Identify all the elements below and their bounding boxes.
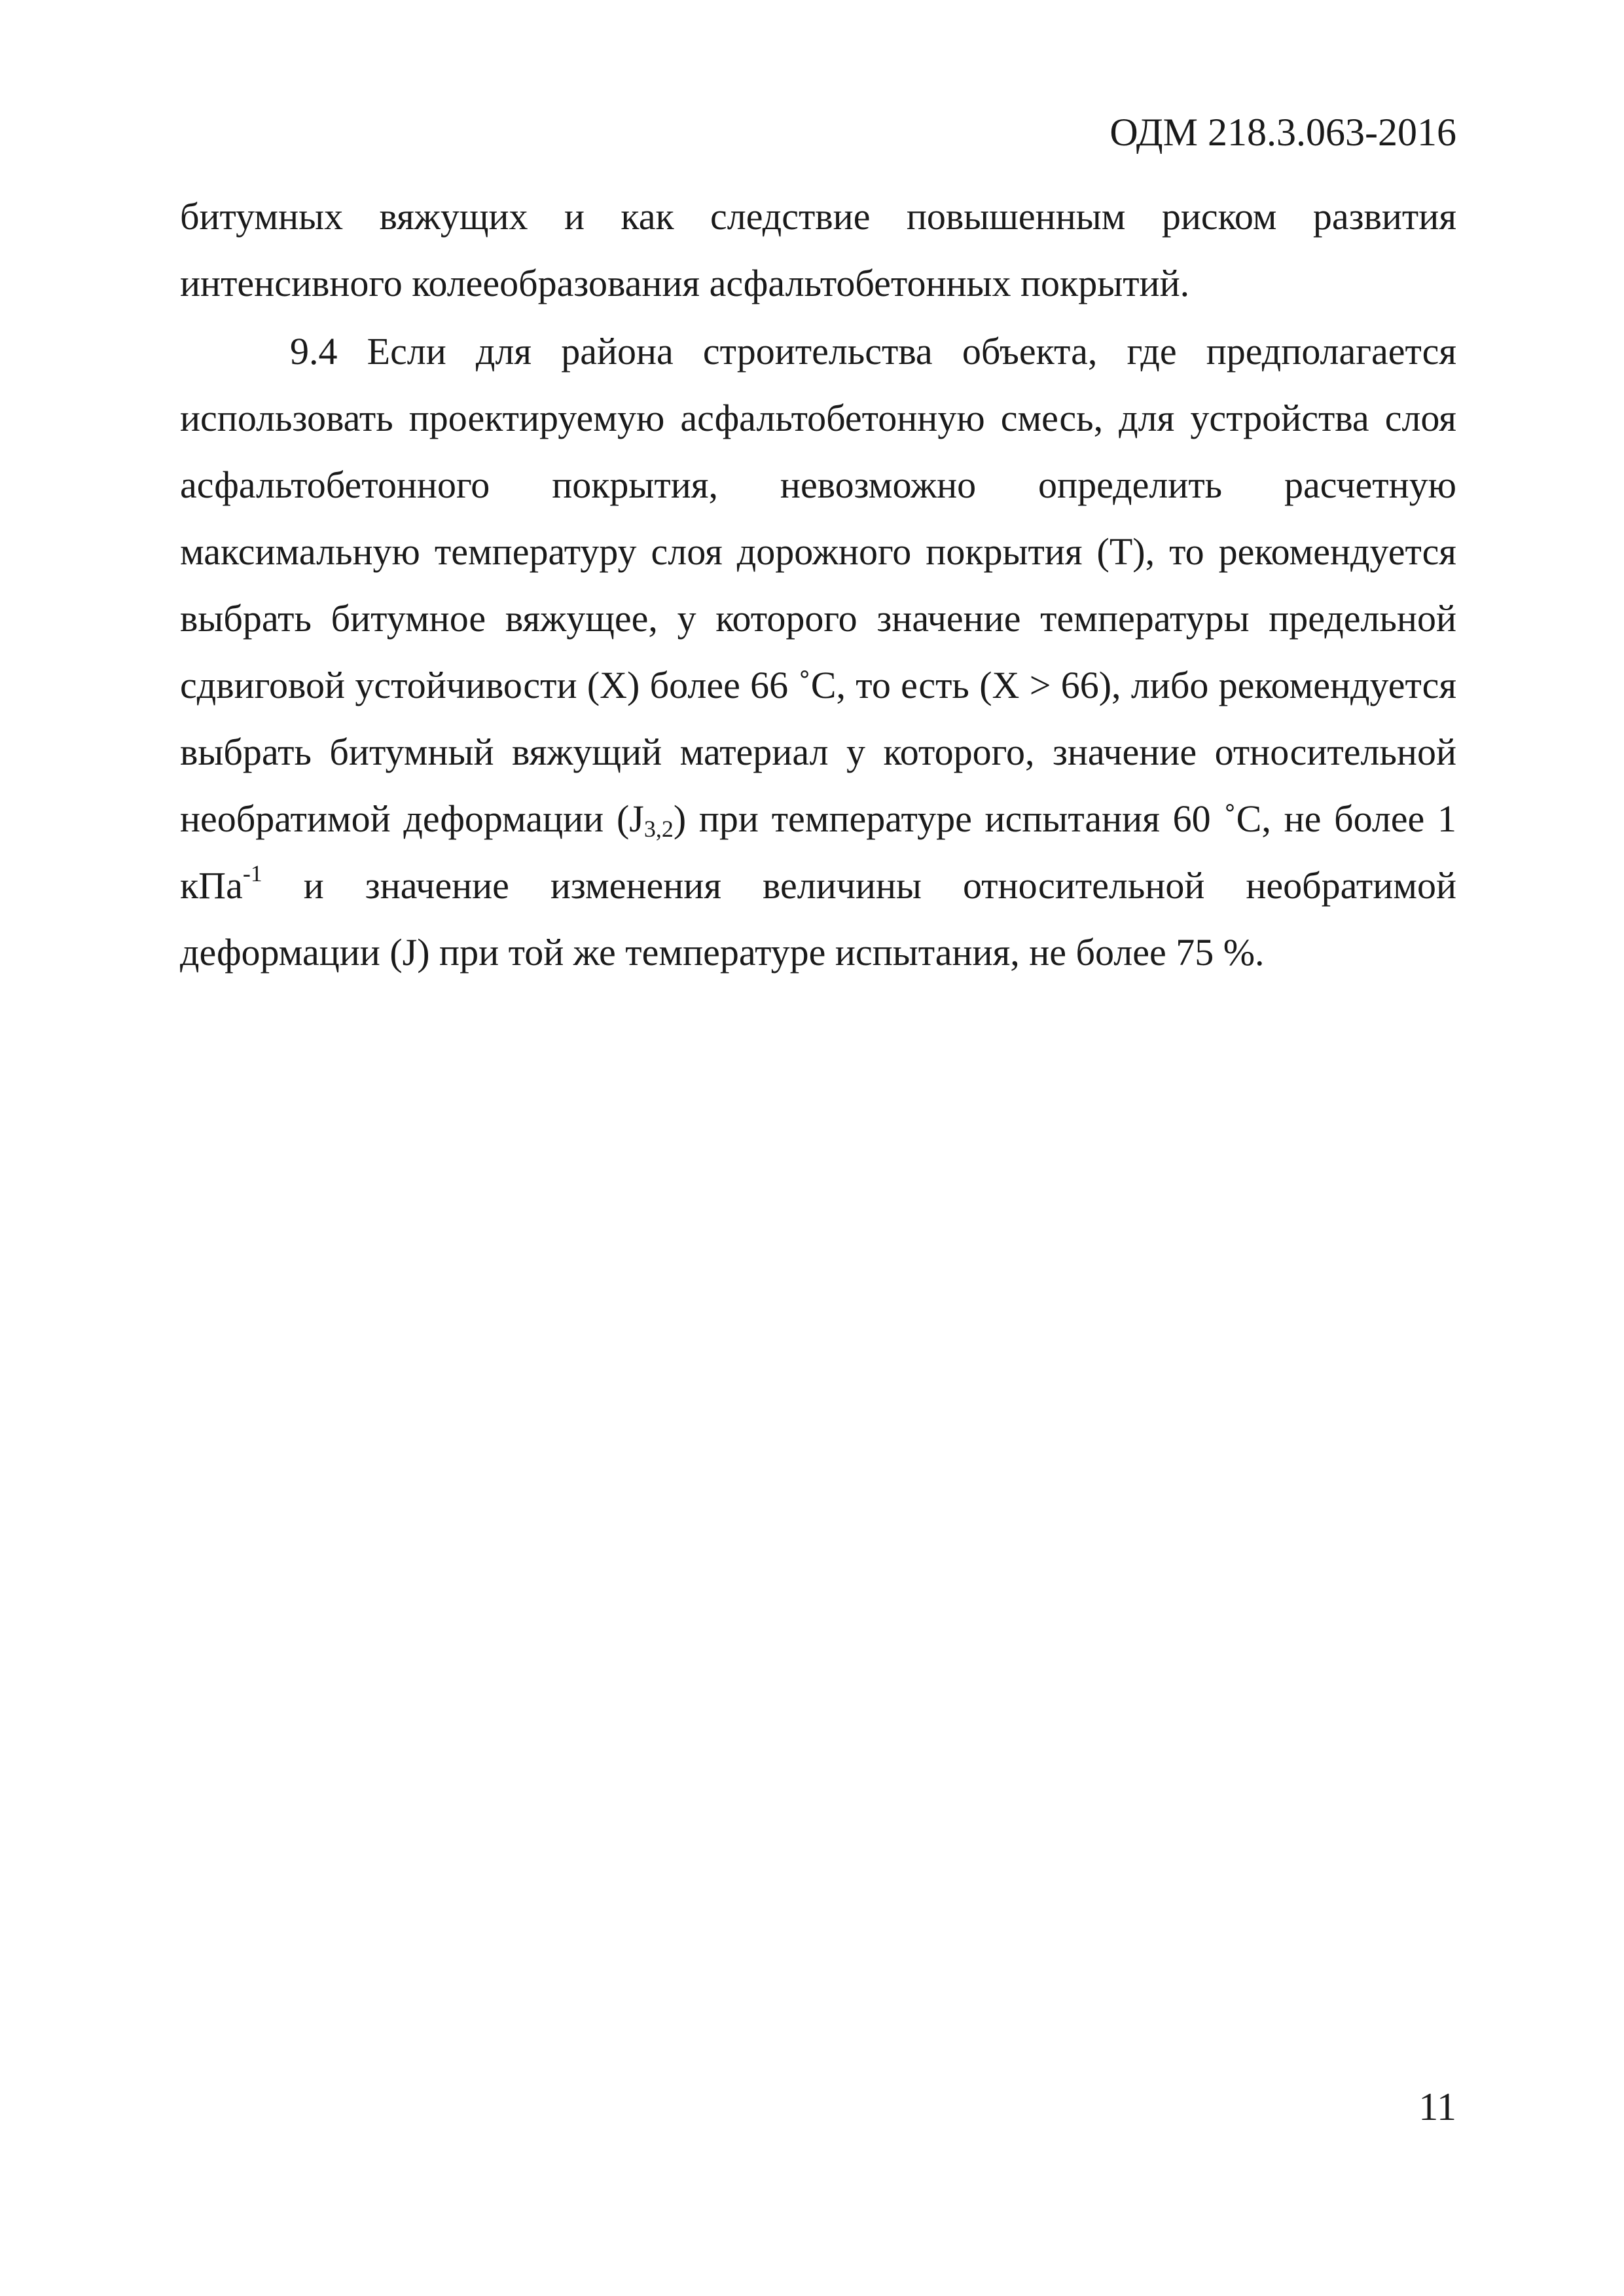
document-code: ОДМ 218.3.063-2016 (1110, 111, 1456, 154)
clause-text-part1: 9.4 Если для района строительства объекта, где предполагается использовать проектируемую асфальтобетонную смесь, для устройства слоя асфальтобетонного покрытия, невозможно определить расчетную максимальную температуру слоя дорожного покрытия (Т), то рекомендуется выбрать битумное вяжущее, у которого значение температуры предельной сдвиговой устойчивости (Х) более 66 ˚С, то есть (Х > 66), либо рекомендуется выбрать битумный вяжущий материал у которого, значение относительной необратимой деформации (J (180, 330, 1456, 840)
clause-text-part3: и значение изменения величины относительной необратимой деформации (J) при той же температуре испытания, не более 75 %. (180, 864, 1456, 974)
subscript-index: 3,2 (643, 816, 674, 842)
continued-paragraph: битумных вяжущих и как следствие повышенным риском развития интенсивного колееобразования асфальтобетонных покрытий. (180, 195, 1456, 304)
clause-9-4-paragraph (180, 318, 1456, 986)
superscript-exponent: -1 (242, 860, 262, 886)
page-number: 11 (1418, 2085, 1456, 2128)
clause-text-part2: ) при температуре испытания 60 ˚С, не более 1 кПа (180, 797, 1456, 907)
